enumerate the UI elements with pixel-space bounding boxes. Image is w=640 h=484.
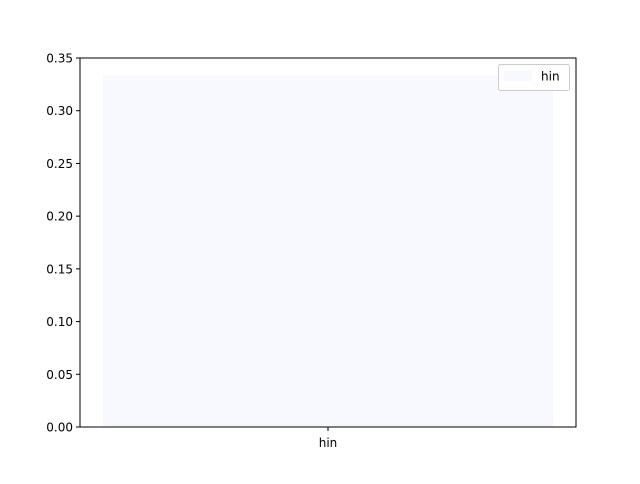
legend-label: hin — [541, 69, 560, 84]
x-axis — [319, 427, 338, 450]
x-tick-label: hin — [318, 436, 338, 450]
legend-swatch — [504, 71, 532, 81]
y-tick-label: 0.15 — [46, 262, 73, 277]
y-tick-label: 0.10 — [46, 315, 73, 330]
y-tick-label: 0.05 — [46, 367, 73, 382]
y-tick-label: 0.20 — [46, 209, 73, 224]
bar-hin — [103, 76, 553, 427]
legend — [499, 65, 570, 91]
bars-layer — [103, 76, 553, 427]
y-tick-label: 0.25 — [46, 156, 73, 171]
y-tick-label: 0.35 — [46, 51, 73, 66]
y-tick-label: 0.00 — [46, 420, 73, 435]
y-axis — [46, 52, 80, 435]
y-tick-label: 0.30 — [46, 104, 73, 119]
